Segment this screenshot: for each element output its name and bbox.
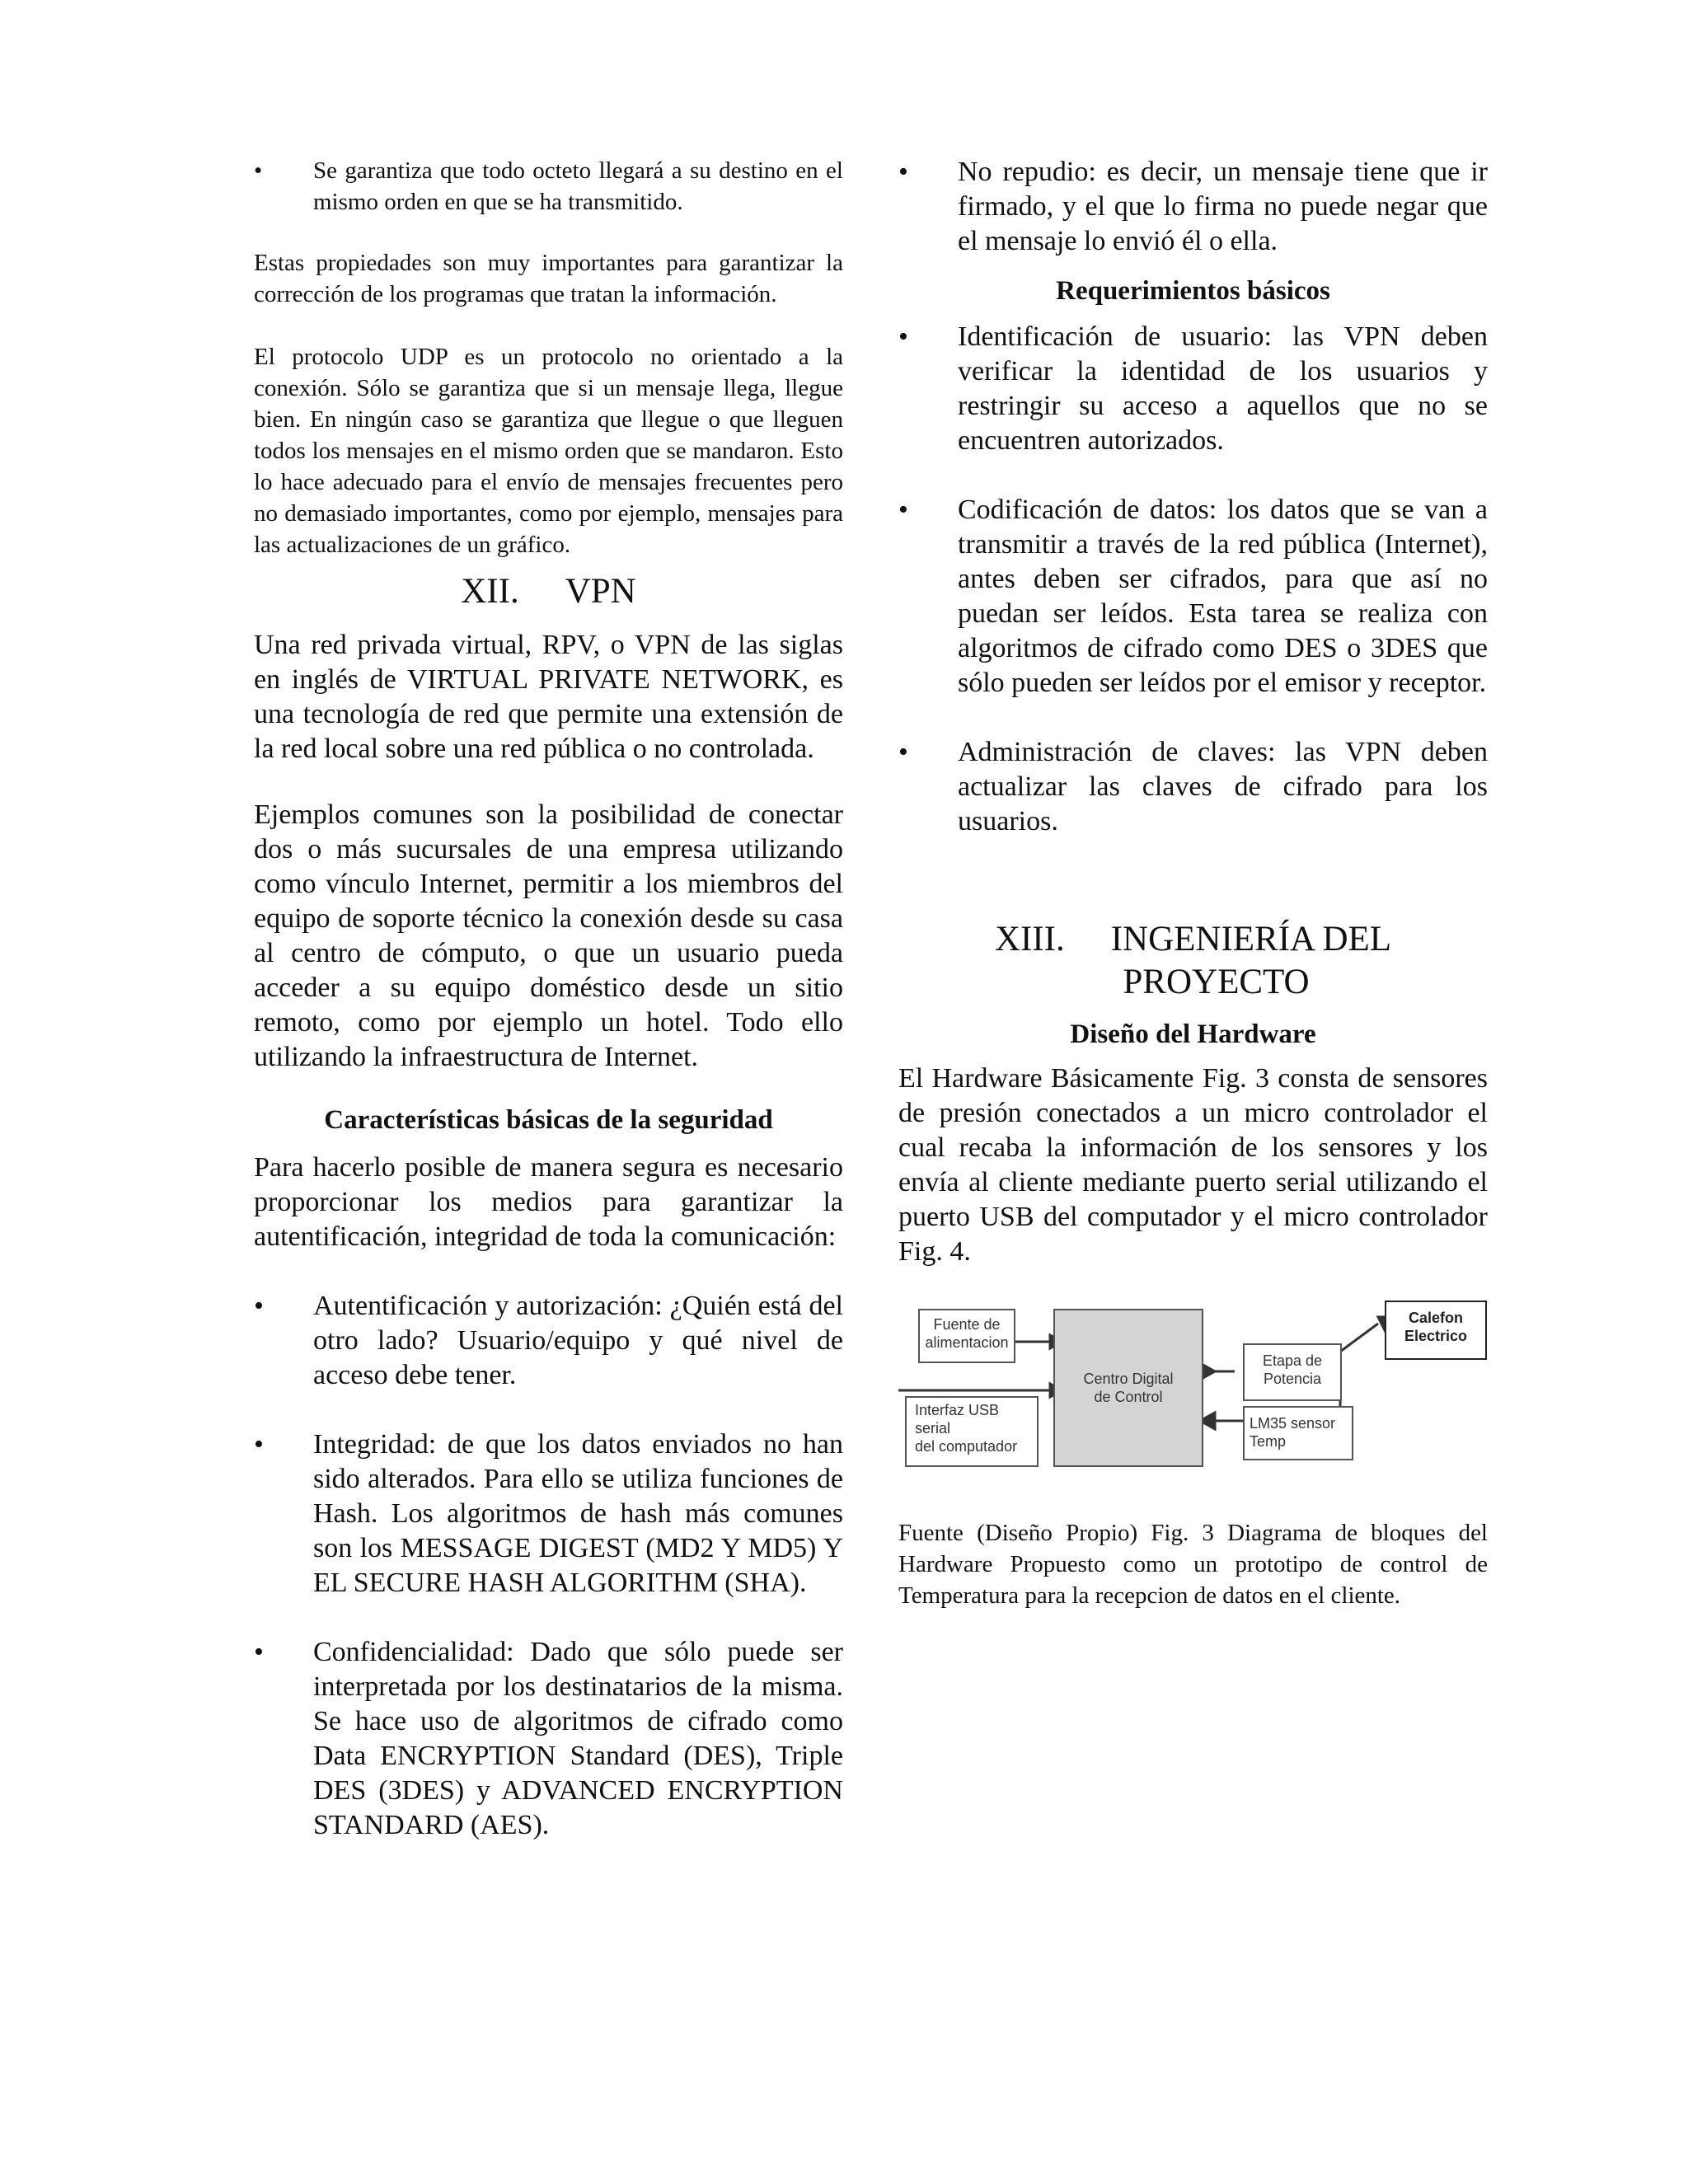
temperature-sensor-label-2: Temp	[1250, 1433, 1287, 1450]
bullet-data-coding	[898, 493, 1488, 701]
bullet-non-repudiation	[898, 155, 1488, 259]
paragraph-hardware: El Hardware Básicamente Fig. 3 consta de sensores de presión conectados a un micro controlador el cual recaba la información de los sensores y los envía al cliente mediante puerto serial utilizando el puerto USB del computador y el micro controlador Fig. 4.	[898, 1063, 1488, 1267]
electric-heater-box	[1385, 1301, 1487, 1360]
subheading-security: Características básicas de la seguridad	[324, 1105, 773, 1135]
connector-heater	[1340, 1324, 1378, 1352]
usb-interface-label-3: del computador	[915, 1438, 1018, 1455]
bullet-dot: •	[898, 157, 908, 187]
section-xiii-number: XIII.	[994, 920, 1065, 958]
bullet-key-management	[898, 735, 1488, 839]
section-xii-title: VPN	[565, 572, 636, 611]
control-center-label-1: Centro Digital	[1083, 1371, 1174, 1387]
bullet-identification-text: Identificación de usuario: las VPN deben verificar la identidad de los usuarios y restringir su acceso a aquellos que no se encuentren autorizados.	[958, 321, 1488, 456]
power-stage-label-2: Potencia	[1263, 1371, 1322, 1387]
temperature-sensor-label-1: LM35 sensor	[1250, 1415, 1336, 1432]
power-supply-box	[918, 1309, 1015, 1363]
paragraph-security: Para hacerlo posible de manera segura es necesario proporcionar los medios para garantizar la autentificación, integridad de toda la comunicación:	[254, 1152, 843, 1252]
power-supply-label-2: alimentacion	[925, 1334, 1009, 1351]
bullet-udp-order	[254, 155, 843, 218]
bullet-dot: •	[254, 157, 263, 184]
bullet-confidentiality	[254, 1635, 843, 1843]
power-stage-label-1: Etapa de	[1262, 1352, 1323, 1369]
figure-caption: Fuente (Diseño Propio) Fig. 3 Diagrama de bloques del Hardware Propuesto como un prototipo de control de Temperatura para la recepcion de datos en el cliente.	[898, 1520, 1488, 1609]
bullet-dot: •	[254, 1429, 264, 1460]
usb-interface-box	[905, 1396, 1039, 1467]
bullet-confidentiality-text: Confidencialidad: Dado que sólo puede ser interpretada por los destinatarios de la misma. Se hace uso de algoritmos de cifrado como Data ENCRYPTION Standard (DES), Triple DES (3DES) y ADVANCED ENCRYPTION STANDARD (AES).	[313, 1637, 843, 1840]
bullet-dot: •	[254, 1637, 264, 1667]
temperature-sensor-box	[1243, 1406, 1353, 1460]
section-xiii-title-line2: PROYECTO	[1123, 963, 1310, 1001]
power-supply-label-1: Fuente de	[933, 1316, 1001, 1333]
usb-interface-label-1: Interfaz USB	[915, 1402, 1000, 1418]
bullet-dot: •	[898, 737, 908, 767]
usb-interface-label-2: serial	[915, 1420, 951, 1436]
section-xii-number: XII.	[461, 572, 519, 611]
section-xiii-heading	[898, 918, 1488, 1004]
electric-heater-label-2: Electrico	[1404, 1328, 1468, 1344]
bullet-authentication	[254, 1289, 843, 1393]
bullet-udp-text: Se garantiza que todo octeto llegará a su destino en el mismo orden en que se ha transmitido.	[313, 157, 843, 215]
paragraph-properties: Estas propiedades son muy importantes para garantizar la corrección de los programas que tratan la información.	[254, 250, 843, 307]
control-center-label-2: de Control	[1094, 1389, 1163, 1405]
section-xii-heading	[254, 570, 843, 613]
paragraph-udp: El protocolo UDP es un protocolo no orientado a la conexión. Sólo se garantiza que si un mensaje llega, llegue bien. En ningún caso se garantiza que llegue o que lleguen todos los mensajes en el mismo orden que se mandaron. Esto lo hace adecuado para el envío de mensajes frecuentes pero no demasiado importantes, como por ejemplo, mensajes para las actualizaciones de un gráfico.	[254, 344, 843, 558]
bullet-dot: •	[254, 1291, 264, 1321]
control-center-box	[1053, 1309, 1203, 1467]
paragraph-vpn-definition: Una red privada virtual, RPV, o VPN de las siglas en inglés de VIRTUAL PRIVATE NETWORK, es una tecnología de red que permite una extensión de la red local sobre una red pública o no controlada.	[254, 630, 843, 764]
bullet-key-management-text: Administración de claves: las VPN deben actualizar las claves de cifrado para los usuarios.	[958, 737, 1488, 837]
bullet-non-repudiation-text: No repudio: es decir, un mensaje tiene que ir firmado, y el que lo firma no puede negar que el mensaje lo envió él o ella.	[958, 157, 1488, 256]
left-column	[254, 155, 843, 1843]
hardware-block-diagram	[898, 1299, 1488, 1476]
bullet-integrity	[254, 1427, 843, 1601]
bullet-integrity-text: Integridad: de que los datos enviados no han sido alterados. Para ello se utiliza funciones de Hash. Los algoritmos de hash más comunes son los MESSAGE DIGEST (MD2 Y MD5) Y EL SECURE HASH ALGORITHM (SHA).	[313, 1429, 843, 1598]
subheading-hardware: Diseño del Hardware	[1070, 1019, 1316, 1049]
right-column	[898, 155, 1488, 1611]
bullet-identification	[898, 320, 1488, 458]
subheading-requirements: Requerimientos básicos	[1056, 276, 1330, 306]
electric-heater-label-1: Calefon	[1408, 1310, 1463, 1326]
bullet-dot: •	[898, 321, 908, 352]
bullet-data-coding-text: Codificación de datos: los datos que se van a transmitir a través de la red pública (Internet), antes deben ser cifrados, para que así no puedan ser leídos. Esta tarea se realiza con algoritmos de cifrado como DES o 3DES que sólo pueden ser leídos por el emisor y receptor.	[958, 494, 1488, 698]
section-xiii-title-line1: INGENIERÍA DEL	[1110, 920, 1392, 958]
bullet-authentication-text: Autentificación y autorización: ¿Quién está del otro lado? Usuario/equipo y qué nivel de acceso debe tener.	[313, 1291, 843, 1390]
power-stage-box	[1243, 1343, 1342, 1401]
bullet-dot: •	[898, 494, 908, 525]
paragraph-vpn-examples: Ejemplos comunes son la posibilidad de conectar dos o más sucursales de una empresa utilizando como vínculo Internet, permitir a los miembros del equipo de soporte técnico la conexión desde su casa al centro de cómputo, o que un usuario pueda acceder a su equipo doméstico desde un sitio remoto, como por ejemplo un hotel. Todo ello utilizando la infraestructura de Internet.	[254, 799, 843, 1072]
